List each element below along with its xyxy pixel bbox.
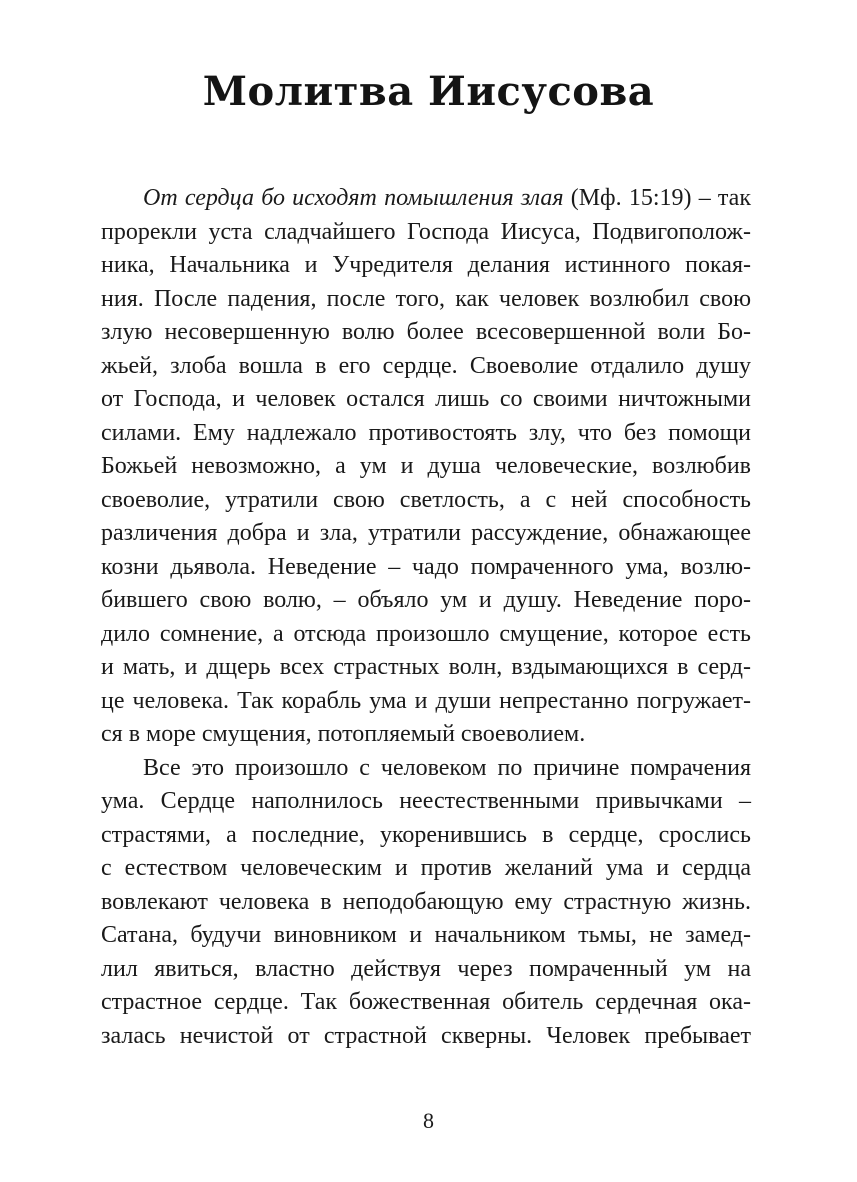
- text-line: залась нечистой от страстной скверны. Человек пребывает: [101, 1022, 751, 1049]
- text-line: Все это произошло с человеком по причине помрачения: [143, 754, 751, 781]
- text-line: различения добра и зла, утратили рассуждение, обнажающее: [101, 520, 751, 546]
- text-line: и мать, и дщерь всех страстных волн, вздымающихся в серд-: [101, 654, 751, 680]
- text-line: с естеством человеческим и против желаний ума и сердца: [101, 855, 751, 881]
- text-line: бившего свою волю, – объяло ум и душу. Неведение поро-: [101, 587, 751, 613]
- text-line: лил явиться, властно действуя через помраченный ум на: [101, 955, 751, 982]
- body-text: [101, 182, 751, 1053]
- text-line: ния. После падения, после того, как человек возлюбил свою: [101, 285, 751, 312]
- text-line: це человека. Так корабль ума и души непрестанно погружает-: [101, 687, 751, 714]
- scripture-reference: (Мф. 15:19) – так: [563, 185, 751, 211]
- text-line: прорекли уста сладчайшего Господа Иисуса, Подвигополож-: [101, 218, 751, 245]
- text-line: Божьей невозможно, а ум и душа человеческие, возлюбив: [101, 453, 751, 479]
- text-line: ника, Начальника и Учредителя делания истинного покая-: [101, 252, 751, 278]
- text-line: Сатана, будучи виновником и начальником тьмы, не замед-: [101, 922, 751, 948]
- text-line: от Господа, и человек остался лишь со своими ничтожными: [101, 386, 751, 412]
- text-line: [101, 182, 751, 216]
- text-line: жьей, злоба вошла в его сердце. Своеволие отдалило душу: [101, 352, 751, 379]
- text-line: силами. Ему надлежало противостоять злу, что без помощи: [101, 419, 751, 446]
- text-line: своеволие, утратили свою светлость, а с ней способность: [101, 486, 751, 513]
- chapter-title: Молитва Иисусова: [202, 68, 655, 115]
- scripture-quote: От сердца бо исходят помышления злая: [143, 185, 564, 211]
- text-line: страстями, а последние, укоренившись в сердце, срослись: [101, 821, 751, 848]
- text-line: злую несовершенную волю более всесовершенной воли Бо-: [101, 319, 751, 345]
- text-line: ума. Сердце наполнилось неестественными привычками –: [101, 788, 751, 814]
- text-line: ся в море смущения, потопляемый своеволием.: [101, 721, 586, 747]
- page-number: 8: [423, 1108, 434, 1133]
- text-line: козни дьявола. Неведение – чадо помраченного ума, возлю-: [101, 553, 751, 580]
- text-line: страстное сердце. Так божественная обитель сердечная ока-: [101, 989, 751, 1015]
- text-line: вовлекают человека в неподобающую ему страстную жизнь.: [101, 888, 751, 915]
- text-line: дило сомнение, а отсюда произошло смущение, которое есть: [101, 620, 751, 647]
